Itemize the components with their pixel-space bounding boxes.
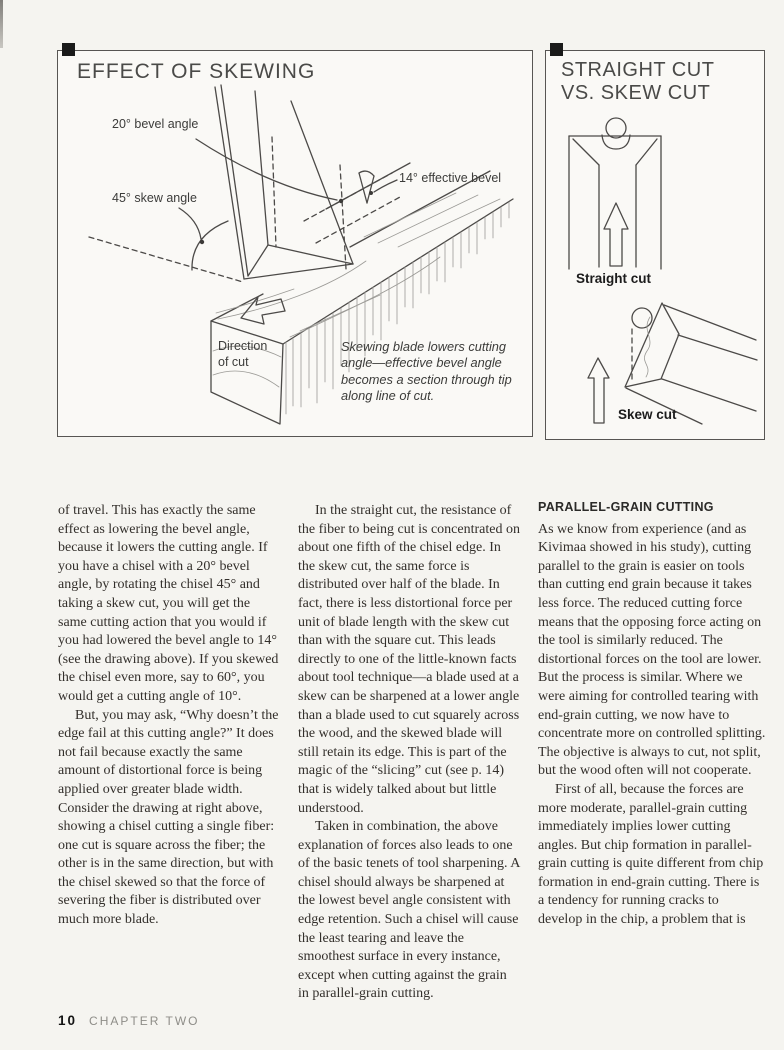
paragraph: But, you may ask, “Why doesn’t the edge fail at this cutting angle?” It does not fail because exactly the same amount of distortional force is being applied over greater blade width. Consider the drawing at right above, showing a chisel cutting a single fiber: one cut is square across the fiber; the other is in the same direction, but with the chisel skewed so that the force of severing the fiber is distributed over much more blade. [58, 707, 279, 928]
figure-effect-of-skewing [57, 50, 533, 437]
label-skew-angle: 45° skew angle [112, 191, 197, 205]
label-direction-line1: Direction [218, 339, 268, 353]
label-direction-line2: of cut [218, 354, 249, 369]
label-skew-cut: Skew cut [618, 407, 677, 422]
corner-square-decoration [550, 43, 563, 56]
text-column-1 [58, 502, 281, 930]
figure-title-line2: VS. SKEW CUT [561, 82, 711, 104]
figure-straight-vs-skew [545, 50, 765, 440]
figure-caption: Skewing blade lowers cutting angle—effective bevel angle becomes a section through tip along line of cut. [341, 339, 512, 403]
figure-title: EFFECT OF SKEWING [77, 60, 316, 83]
paragraph: First of all, because the forces are more moderate, parallel-grain cutting immediately implies lower cutting angles. But chip formation in parallel-grain cutting is quite different from chip formation in end-grain cutting. There is a tendency for running cracks to develop in the chip, a problem that is [538, 781, 764, 928]
label-straight-cut: Straight cut [576, 271, 652, 286]
label-bevel-angle: 20° bevel angle [112, 117, 199, 131]
paragraph: As we know from experience (and as Kivimaa showed in his study), cutting parallel to the grain is easier on tools than cutting end grain because it takes less force. The reduced cutting force means that the opposing force acting on the tool is similarly reduced. The distortional forces on the tool are lower. But the process is similar. Where we were aiming for controlled tearing with end-grain cutting, we now have to concentrate more on controlled splitting. The objective is always to cut, not split, but the wood often will not cooperate. [538, 521, 766, 779]
label-effective-bevel: 14° effective bevel [399, 171, 502, 185]
scan-edge-artifact [0, 0, 3, 48]
straight-vs-skew-diagram [546, 51, 763, 438]
label-direction-of-cut [218, 339, 267, 370]
page-number: 10 [58, 1013, 78, 1028]
text-column-2 [298, 502, 521, 1004]
page-footer [58, 1012, 199, 1030]
corner-square-decoration [62, 43, 75, 56]
paragraph: In the straight cut, the resistance of the fiber to being cut is concentrated on about one fifth of the chisel edge. In the skew cut, the same force is distributed over half of the blade. In fact, there is less distortional force per unit of blade length with the skew cut than with the square cut. This leads directly to one of the little-known facts about tool technique—a blade used at a skew can be sharpened at a lower angle than a blade used to cut squarely across the wood, and the skewed blade will still retain its edge. This is part of the magic of the “slicing” cut (see p. 14) that is widely talked about but little understood. [298, 503, 520, 816]
text-column-3 [538, 498, 766, 930]
paragraph: Taken in combination, the above explanation of forces also leads to one of the basic tenets of tool sharpening. A chisel should always be sharpened at the lowest bevel angle consistent with edge retention. Such a chisel will cause the least tearing and leave the smoothest surface in every instance, except when cutting against the grain in parallel-grain cutting. [298, 819, 520, 1002]
figure-title-line1: STRAIGHT CUT [561, 59, 715, 81]
paragraph: of travel. This has exactly the same effect as lowering the bevel angle, because it lowers the cutting angle. If you have a chisel with a 20° bevel angle, by rotating the chisel 45° and taking a skew cut, you will get the same cutting action that you would if you had lowered the bevel angle to 14° (see the drawing above). If you skewed the chisel even more, say to 60°, you would get a cutting angle of 10°. [58, 503, 279, 704]
section-heading: PARALLEL-GRAIN CUTTING [538, 500, 714, 514]
chapter-label: CHAPTER TWO [89, 1014, 200, 1028]
figure-title [561, 59, 714, 105]
